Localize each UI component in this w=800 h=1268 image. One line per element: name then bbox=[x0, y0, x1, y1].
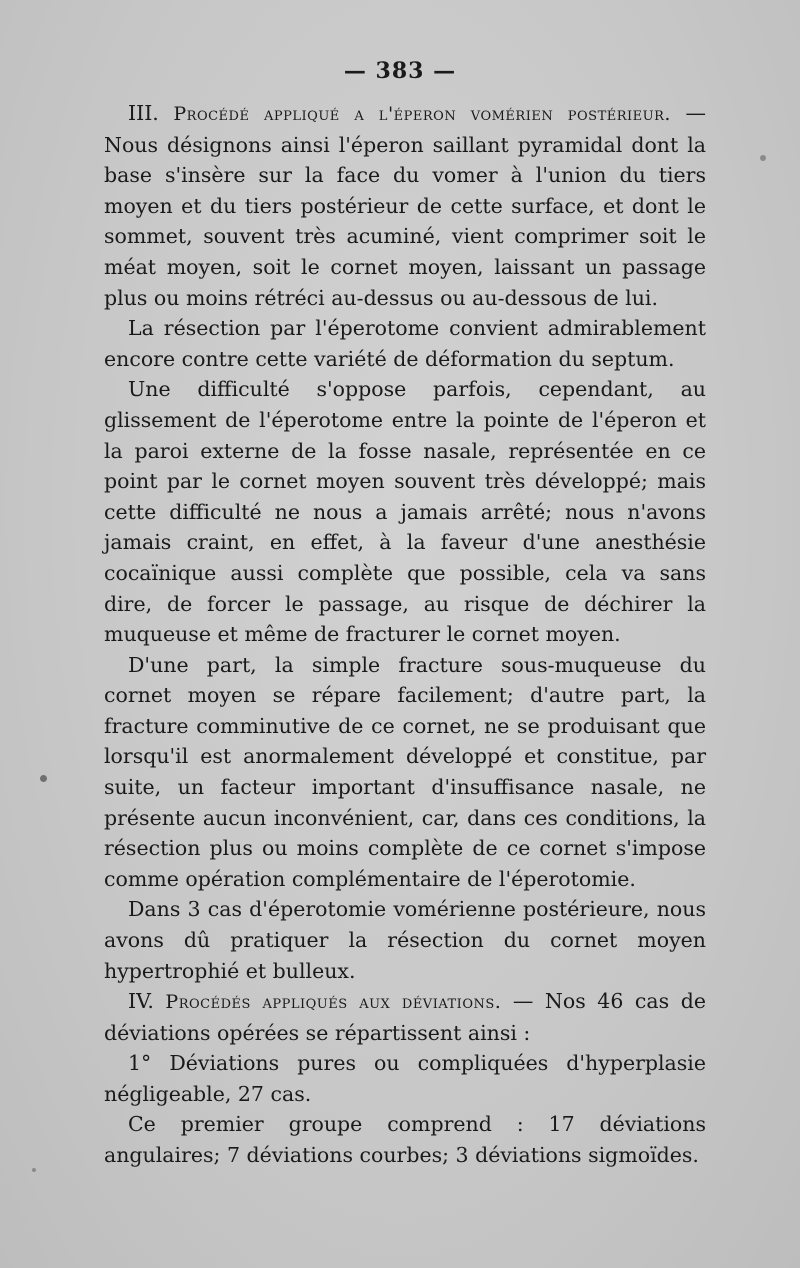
section-iv-paragraph-3: Ce premier groupe comprend : 17 déviations angulaires; 7 déviations courbes; 3 déviations sigmoïdes. bbox=[104, 1112, 706, 1167]
section-iv-title: Procédés appliqués aux déviations. bbox=[165, 991, 502, 1013]
section-iii-heading-paragraph bbox=[104, 98, 706, 313]
section-iii-paragraph-5: Dans 3 cas d'éperotomie vomérienne postérieure, nous avons dû pratiquer la résection du cornet moyen hypertrophié et bulleux. bbox=[104, 897, 706, 983]
section-iii bbox=[104, 98, 706, 986]
section-iv-paragraph-1: Nos 46 cas de déviations opérées se répartissent ainsi : bbox=[104, 989, 706, 1045]
section-iii-dash: — bbox=[670, 101, 706, 125]
section-iv-heading-paragraph bbox=[104, 986, 706, 1048]
section-iii-paragraph-4: D'une part, la simple fracture sous-muqueuse du cornet moyen se répare facilement; d'autre part, la fracture comminutive de ce cornet, ne se produisant que lorsqu'il est anormalement développé et constitue, par suite, un facteur important d'insuffisance nasale, ne présente aucun inconvénient, car, dans ces conditions, la résection plus ou moins complète de ce cornet s'impose comme opération complémentaire de l'éperotomie. bbox=[104, 652, 706, 891]
section-iv-paragraph-2: 1° Déviations pures ou compliquées d'hyperplasie négligeable, 27 cas. bbox=[104, 1051, 706, 1106]
section-iv bbox=[104, 986, 706, 1171]
section-iii-paragraph-1: Nous désignons ainsi l'éperon saillant pyramidal dont la base s'insère sur la face du vomer à l'union du tiers moyen et du tiers postérieur de cette surface, et dont le sommet, souvent très acuminé, vient comprimer soit le méat moyen, soit le cornet moyen, laissant un passage plus ou moins rétréci au-dessus ou au-dessous de lui. bbox=[104, 132, 706, 310]
page-number: — 383 — bbox=[343, 58, 457, 84]
section-iii-paragraph-3: Une difficulté s'oppose parfois, cependant, au glissement de l'éperotome entre la pointe de l'éperon et la paroi externe de la fosse nasale, représentée en ce point par le cornet moyen souvent très développé; mais cette difficulté ne nous a jamais arrêté; nous n'avons jamais craint, en effet, à la faveur d'une anesthésie cocaïnique aussi complète que possible, cela va sans dire, de forcer le passage, au risque de déchirer la muqueuse et même de fracturer le cornet moyen. bbox=[104, 377, 706, 647]
paper-speck bbox=[32, 1168, 36, 1172]
section-iii-paragraph-2: La résection par l'éperotome convient admirablement encore contre cette variété de déformation du septum. bbox=[104, 316, 706, 371]
section-iii-title: Procédé appliqué a l'éperon vomérien postérieur. bbox=[173, 103, 671, 125]
section-iv-numeral: IV. bbox=[128, 989, 154, 1013]
paper-speck bbox=[760, 155, 766, 161]
paper-speck bbox=[40, 775, 47, 782]
section-iv-dash: — bbox=[501, 989, 545, 1013]
section-iii-numeral: III. bbox=[128, 101, 159, 125]
